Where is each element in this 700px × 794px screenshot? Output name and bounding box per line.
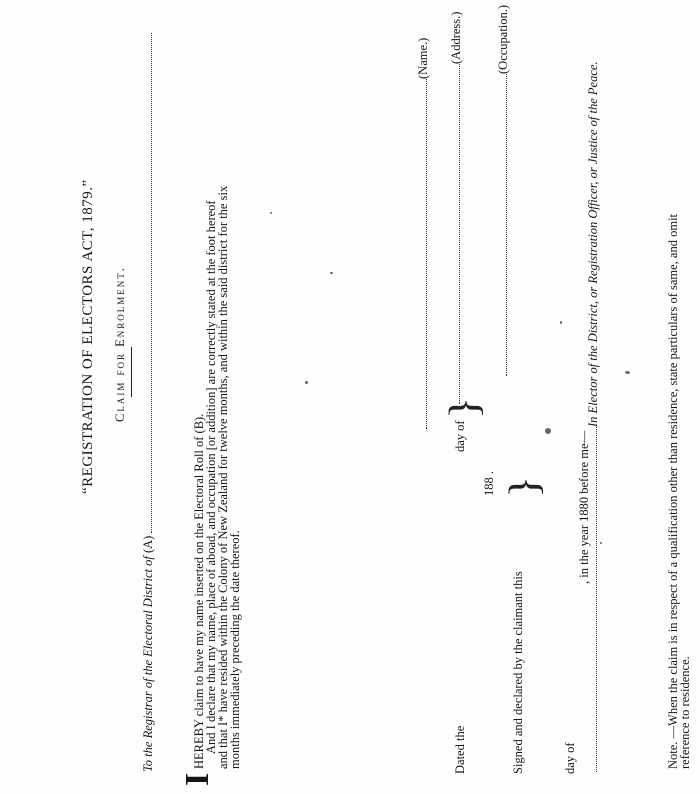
dated-label: Dated the [453,725,467,774]
declaration-line-2: And I declare that my name, place of aboad, and occupation [or addition] are correctly stated at the foot hereof [204,200,218,754]
address-label: (Address.) [449,11,463,64]
officer-row [587,61,600,772]
scan-speck [305,381,308,384]
district-field[interactable] [142,33,152,533]
officer-signature-field[interactable] [587,427,597,772]
dated-day-of: day of [453,420,467,452]
scan-speck [545,428,551,434]
scan-speck [270,212,272,214]
scan-speck [625,371,630,374]
name-row [417,38,430,429]
occupation-label: (Occupation.) [496,4,510,74]
declaration-line-1: HEREBY claim to have my name inserted on the Electoral Roll of (B). [192,413,206,769]
officer-label: In Elector of the District, or Registration Officer, or Justice of the Peace. [586,61,600,427]
address-field[interactable] [450,64,460,404]
signed-day-of: day of [563,742,577,774]
registrar-address [142,33,155,772]
signed-year-line: , in the year 1880 before me— [577,430,591,584]
name-field[interactable] [417,79,427,429]
occupation-row [497,5,510,376]
note-line-1: Note. —When the claim is in respect of a qualification other than residence, state particulars of same, and omit [666,213,680,769]
occupation-field[interactable] [497,74,507,376]
note-line-2: reference to residence. [678,656,692,769]
dated-brace: } [440,396,487,419]
district-marker: (A) [141,535,155,554]
form-title: “REGISTRATION OF ELECTORS ACT, 1879.” [80,179,96,494]
dated-year: 188 . [482,471,496,496]
drop-cap-i: I [179,772,216,786]
address-row [450,12,463,404]
declaration-line-3: and that I* have resided within the Colony of New Zealand for twelve months, and within the said district for the six [216,185,230,769]
scan-speck [560,321,562,324]
subtitle-rule [131,347,132,397]
name-label: (Name.) [416,37,430,79]
signed-brace: } [500,475,547,498]
scan-speck [330,272,333,274]
scan-speck [600,542,602,544]
signed-label: Signed and declared by the claimant this [511,571,525,774]
registrar-label: To the Registrar of the Electoral District of [141,556,155,772]
declaration-line-4: months immediately preceding the date thereof. [228,530,242,769]
form-subtitle: Claim for Enrolment. [113,266,127,422]
